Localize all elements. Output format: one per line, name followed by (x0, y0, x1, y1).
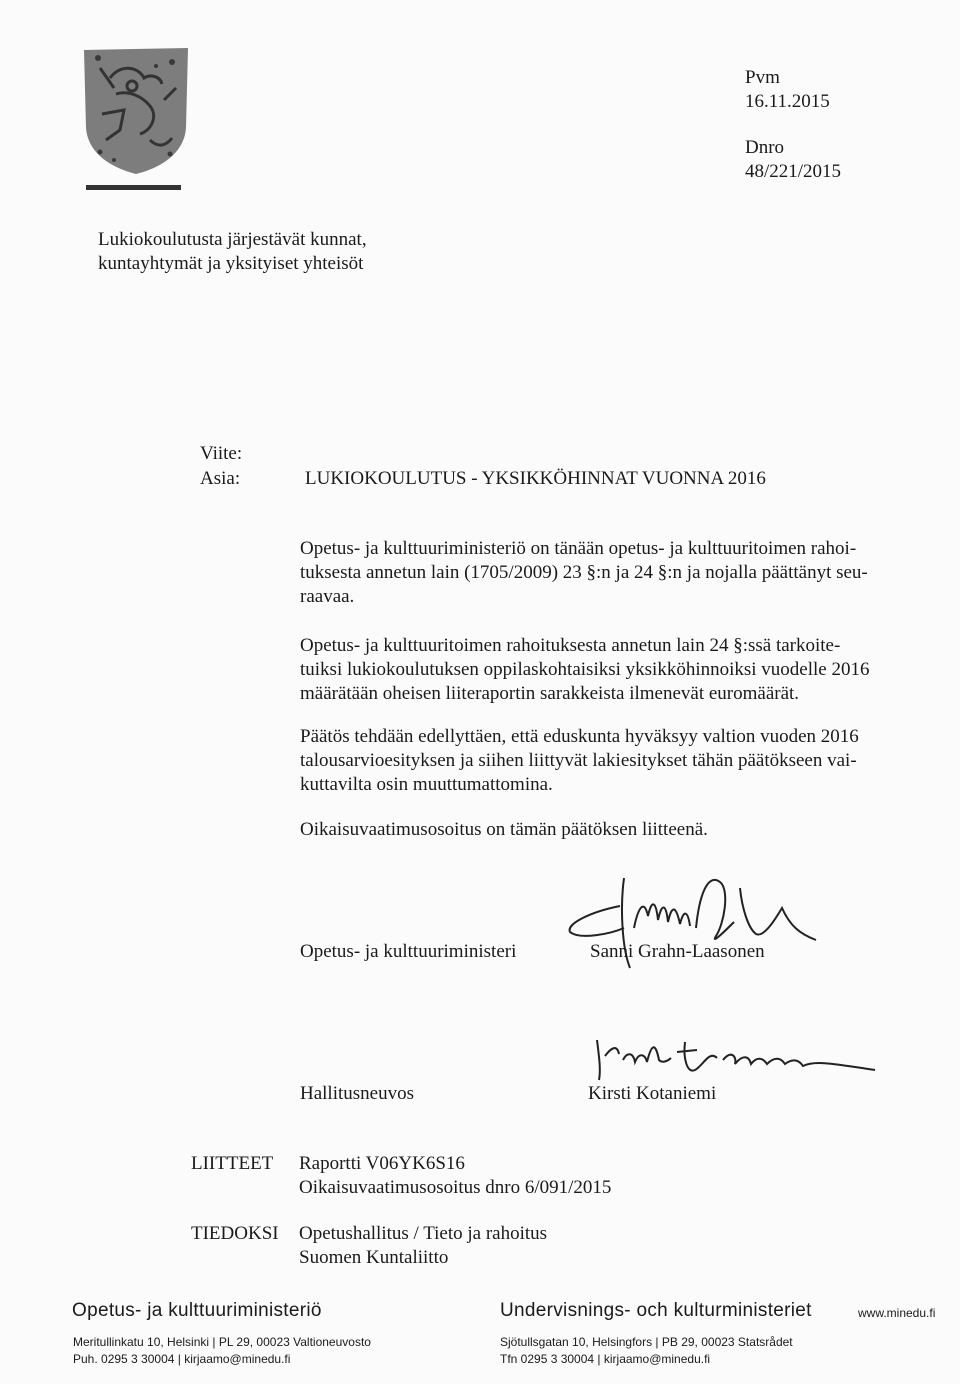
body-paragraph (300, 537, 890, 609)
body-line: määrätään oheisen liiteraportin sarakkeista ilmenevät euromäärät. (300, 683, 800, 704)
dnro-label: Dnro (745, 137, 785, 158)
distribution-item: Suomen Kuntaliitto (299, 1247, 449, 1268)
recipient-line: kuntayhtymät ja yksityiset yhteisöt (98, 253, 364, 274)
dnro-value: 48/221/2015 (745, 161, 842, 182)
recipient-block (98, 228, 428, 276)
footer-ministry-name-fi: Opetus- ja kulttuuriministeriö (72, 1300, 322, 1321)
counsel-signature (585, 1030, 885, 1085)
body-line: kuttavilta osin muuttumattomina. (300, 774, 553, 795)
attachment-item: Raportti V06YK6S16 (299, 1153, 465, 1174)
body-line: Opetus- ja kulttuuritoimen rahoituksesta annetun lain 24 §:ssä tarkoite- (300, 635, 841, 656)
body-line: Oikaisuvaatimusosoitus on tämän päätöksen liitteenä. (300, 819, 708, 840)
body-line: Päätös tehdään edellyttäen, että eduskunta hyväksyy valtion vuoden 2016 (300, 726, 859, 747)
reference-label: Viite: (200, 443, 243, 464)
body-line: raavaa. (300, 586, 355, 607)
subject-title: LUKIOKOULUTUS - YKSIKKÖHINNAT VUONNA 2016 (305, 468, 766, 489)
body-paragraph (300, 634, 890, 706)
body-line: talousarvioesityksen ja siihen liittyvät lakiesitykset tähän päätökseen vai- (300, 750, 857, 771)
body-line: tuksesta annetun lain (1705/2009) 23 §:n ja 24 §:n ja nojalla päättänyt seu- (300, 562, 868, 583)
footer-address-fi: Meritullinkatu 10, Helsinki | PL 29, 00023 Valtioneuvosto (73, 1335, 371, 1349)
footer-website-link[interactable]: www.minedu.fi (858, 1306, 936, 1320)
coat-of-arms-lion-icon (80, 44, 192, 176)
attachments-label: LIITTEET (191, 1153, 274, 1174)
counsel-title: Hallitusneuvos (300, 1083, 414, 1104)
date-label: Pvm (745, 67, 780, 88)
body-line: Opetus- ja kulttuuriministeriö on tänään opetus- ja kulttuuritoimen rahoi- (300, 538, 857, 559)
distribution-label: TIEDOKSI (191, 1223, 279, 1244)
footer-contact-sv: Tfn 0295 3 30004 | kirjaamo@minedu.fi (500, 1352, 711, 1366)
attachment-item: Oikaisuvaatimusosoitus dnro 6/091/2015 (299, 1177, 612, 1198)
footer-ministry-name-sv: Undervisnings- och kulturministeriet (500, 1300, 812, 1321)
footer-address-sv: Sjötullsgatan 10, Helsingfors | PB 29, 00023 Statsrådet (500, 1335, 793, 1349)
logo-rule (86, 185, 181, 190)
footer-contact-fi: Puh. 0295 3 30004 | kirjaamo@minedu.fi (73, 1352, 291, 1366)
counsel-name: Kirsti Kotaniemi (588, 1083, 717, 1104)
subject-label: Asia: (200, 468, 241, 489)
minister-name: Sanni Grahn-Laasonen (590, 941, 765, 962)
date-value: 16.11.2015 (745, 91, 830, 112)
minister-title: Opetus- ja kulttuuriministeri (300, 941, 517, 962)
recipient-line: Lukiokoulutusta järjestävät kunnat, (98, 229, 367, 250)
body-paragraph (300, 818, 890, 842)
body-line: tuiksi lukiokoulutuksen oppilaskohtaisiksi yksikköhinnoiksi vuodelle 2016 (300, 659, 870, 680)
distribution-item: Opetushallitus / Tieto ja rahoitus (299, 1223, 548, 1244)
body-paragraph (300, 725, 890, 797)
